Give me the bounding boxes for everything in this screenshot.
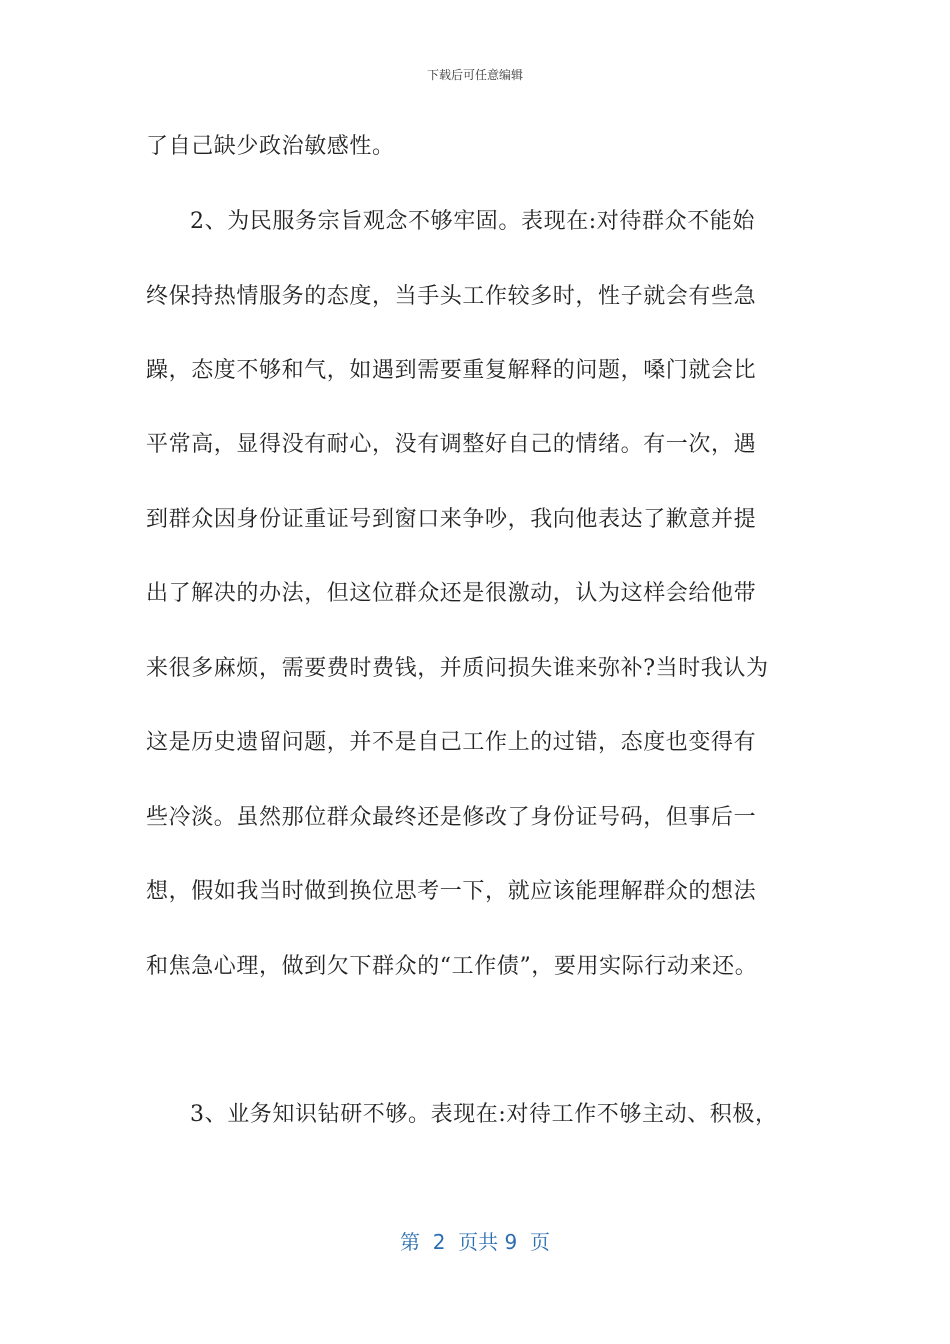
text-line: 平常高，显得没有耐心，没有调整好自己的情绪。有一次，遇 [146,432,757,457]
paragraph-start-line: 3、业务知识钻研不够。表现在:对待工作不够主动、积极， [190,1102,778,1127]
paragraph-start-line: 2、为民服务宗旨观念不够牢固。表现在:对待群众不能始 [190,209,756,234]
text-line: 了自己缺少政治敏感性。 [146,134,395,159]
text-line: 和焦急心理，做到欠下群众的“工作债”，要用实际行动来还。 [146,954,758,979]
text-line: 些冷淡。虽然那位群众最终还是修改了身份证号码，但事后一 [146,805,757,830]
text-line: 躁，态度不够和气，如遇到需要重复解释的问题，嗓门就会比 [146,358,757,383]
page-footer: 第 2 页共 9 页 [400,1230,550,1254]
text-line: 到群众因身份证重证号到窗口来争吵，我向他表达了歉意并提 [146,507,757,532]
text-line: 这是历史遗留问题，并不是自己工作上的过错，态度也变得有 [146,730,757,755]
text-line: 终保持热情服务的态度，当手头工作较多时，性子就会有些急 [146,284,757,309]
text-line: 想，假如我当时做到换位思考一下，就应该能理解群众的想法 [146,879,757,904]
page-header: 下载后可任意编辑 [426,68,523,82]
text-line: 来很多麻烦，需要费时费钱，并质问损失谁来弥补?当时我认为 [146,656,769,681]
text-line: 出了解决的办法，但这位群众还是很激动，认为这样会给他带 [146,581,757,606]
